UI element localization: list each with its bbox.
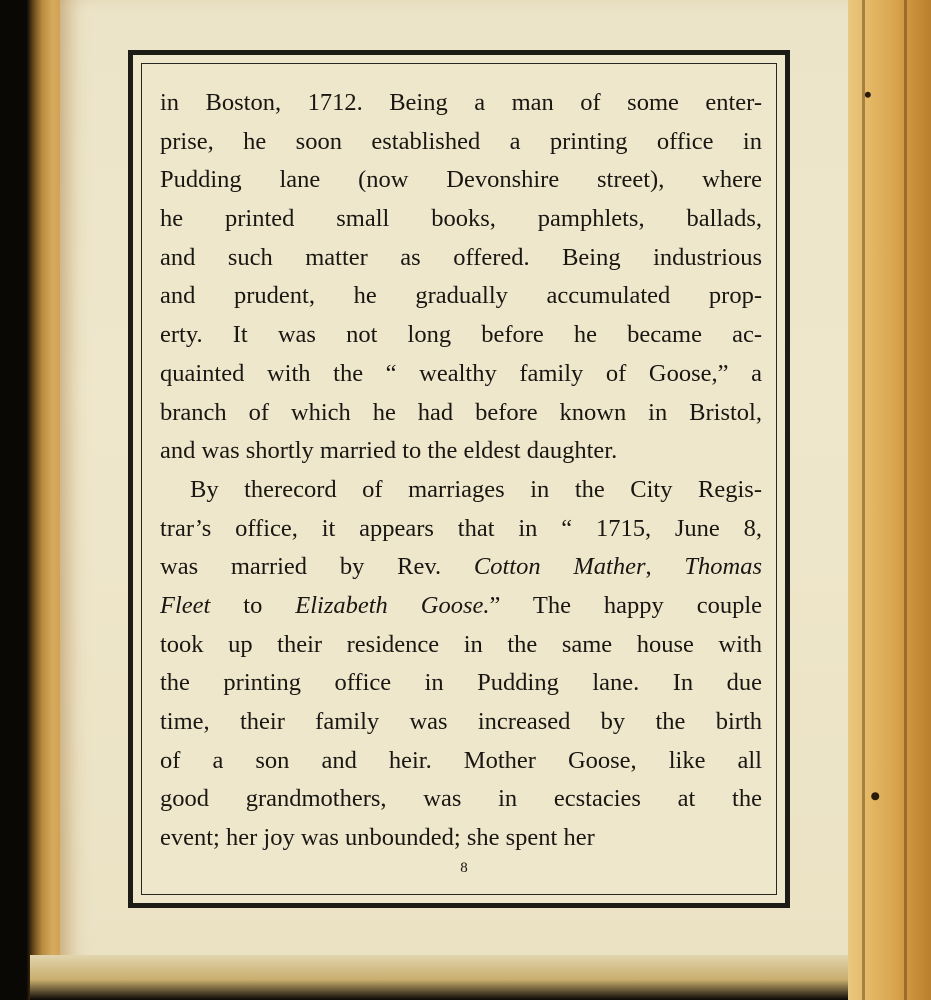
text-run: was married by Rev. — [160, 553, 474, 581]
text-line: time, their family was increased by the birth — [160, 708, 762, 735]
text-line: he printed small books, pamphlets, ballads, — [160, 205, 762, 233]
text-line: and such matter as offered. Being industrious — [160, 243, 762, 271]
text-line: and prudent, he gradually accumulated prop- — [160, 282, 762, 310]
book-right-edge — [848, 0, 931, 1000]
text-line: prise, he soon established a printing office in — [160, 127, 762, 155]
page-number — [0, 860, 931, 877]
ink-mark: • — [864, 82, 872, 107]
text-line: Pudding lane (now Devonshire street), where — [160, 166, 762, 194]
text-run: , — [645, 553, 685, 581]
page-number-text: 8 — [460, 860, 468, 876]
text-run: ” The happy couple — [489, 591, 762, 619]
italic-name: Thomas — [684, 553, 762, 581]
page-seam — [904, 0, 907, 1000]
text-line: good grandmothers, was in ecstacies at the — [160, 785, 762, 813]
text-run: to — [210, 591, 296, 619]
text-line: of a son and heir. Mother Goose, like all — [160, 746, 762, 774]
italic-name: Elizabeth Goose. — [295, 591, 490, 619]
paragraph-start: By therecord of marriages in the City Regis- — [190, 475, 762, 503]
text-line: the printing office in Pudding lane. In due — [160, 669, 762, 697]
text-line: and was shortly married to the eldest daughter. — [160, 437, 618, 465]
text-line: event; her joy was unbounded; she spent her — [160, 824, 595, 852]
text-line-with-names — [160, 548, 762, 587]
page-bottom-edge — [30, 955, 870, 1000]
page-seam — [862, 0, 865, 1000]
italic-name: Fleet — [160, 591, 211, 619]
text-line: took up their residence in the same house with — [160, 630, 762, 658]
page-text — [160, 84, 762, 858]
text-line: in Boston, 1712. Being a man of some enter- — [160, 89, 762, 116]
ink-mark: • — [870, 780, 881, 813]
text-line: trar’s office, it appears that in “ 1715, June 8, — [160, 514, 762, 542]
italic-name: Cotton Mather — [473, 553, 646, 581]
text-line-with-names — [160, 587, 762, 626]
text-line: erty. It was not long before he became ac- — [160, 321, 762, 349]
text-line: quainted with the “ wealthy family of Goose,” a — [160, 359, 762, 387]
text-line: branch of which he had before known in Bristol, — [160, 398, 762, 426]
